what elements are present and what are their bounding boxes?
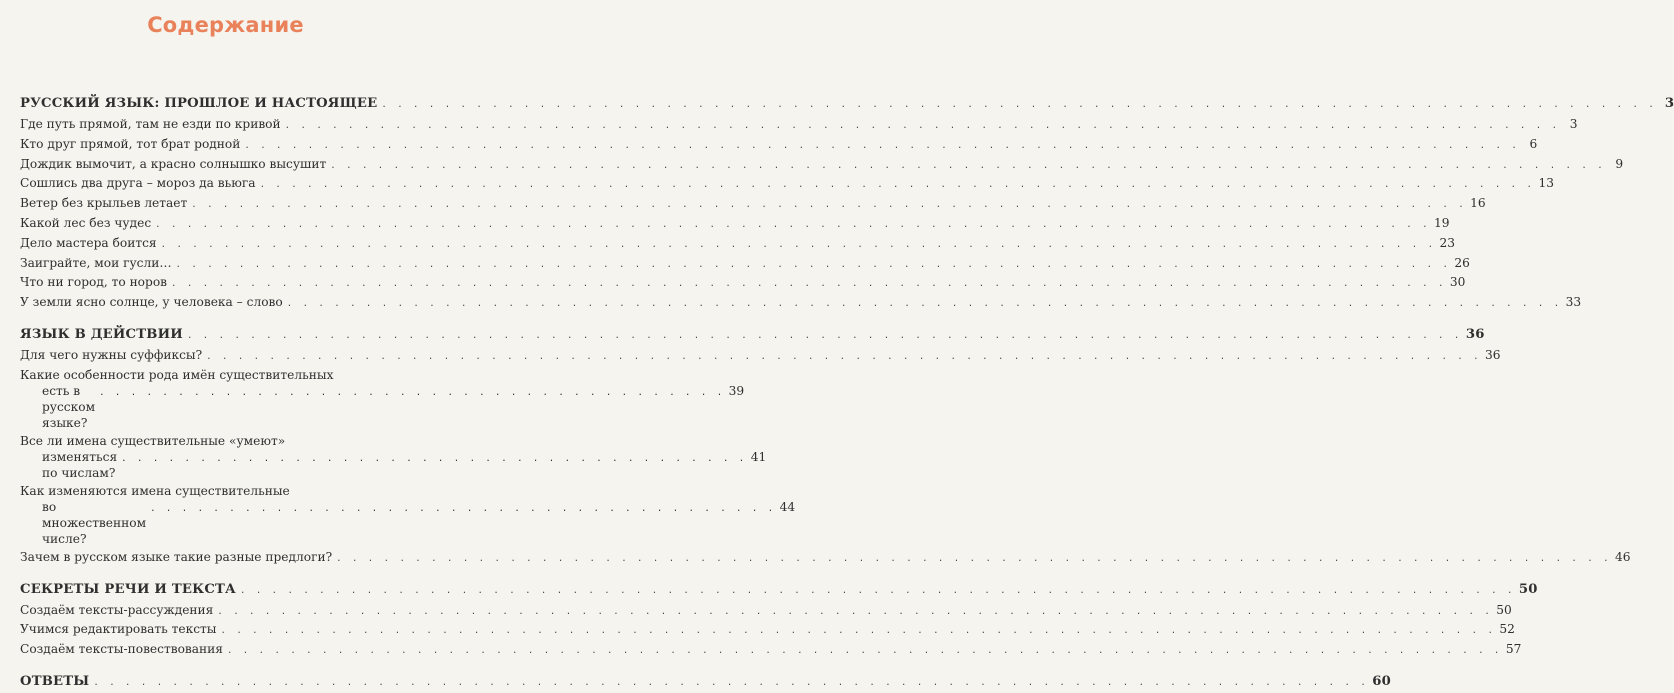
toc-heading-page: 60	[1372, 673, 1391, 689]
toc-heading[interactable]	[20, 325, 1485, 346]
toc-item-label-line2: есть в русском языке?	[42, 383, 96, 430]
toc-item-page: 3	[1569, 117, 1578, 131]
toc-item-label: Заиграйте, мои гусли…	[20, 255, 172, 270]
toc-item-label-line1: Какие особенности рода имён существительных	[20, 367, 334, 382]
toc-item-page: 30	[1449, 275, 1466, 290]
toc-item-label: Какой лес без чудес	[20, 215, 152, 230]
dot-leader: . . . . . . . . . . . . . . . . . . . . . . . . . . . . . . . . . . . . . . . .	[121, 453, 747, 464]
toc-item[interactable]	[20, 433, 767, 481]
toc-item-page: 19	[1434, 215, 1450, 230]
toc-item-label: Сошлись два друга – мороз да вьюга	[20, 176, 256, 191]
dot-leader	[336, 551, 1611, 569]
toc-heading[interactable]	[20, 580, 1538, 601]
toc-section-2	[20, 325, 1631, 569]
dot-leader	[260, 177, 1535, 195]
toc-section-4	[20, 672, 1391, 693]
toc-item-page: 39	[728, 383, 745, 398]
toc-heading-page: 36	[1465, 326, 1485, 342]
dot-leader: . . . . . . . . . . . . . . . . . . . . . . . . . . . . . . . . . . . . . . . .	[99, 387, 725, 398]
dot-leader	[187, 327, 1462, 346]
toc-item-page: 46	[1615, 549, 1631, 564]
toc-item-page: 33	[1565, 295, 1582, 310]
toc-item-label-line2: во множественном числе?	[42, 499, 147, 546]
dot-leader	[161, 237, 1436, 255]
toc-item-page: 44	[779, 499, 796, 514]
page-title: Содержание	[147, 13, 304, 37]
toc-item[interactable]	[20, 195, 1486, 215]
toc-item-page: 23	[1439, 235, 1455, 250]
toc-item-page: 16	[1470, 196, 1486, 211]
toc-item-label: У земли ясно солнце, у человека – слово	[20, 295, 283, 310]
toc-item[interactable]	[20, 274, 1466, 294]
toc-item-page: 41	[750, 449, 767, 464]
toc-item-label: Дождик вымочит, а красно солнышко высушит	[20, 156, 327, 171]
dot-leader	[285, 118, 1560, 136]
toc-heading-label: СЕКРЕТЫ РЕЧИ И ТЕКСТА	[20, 581, 236, 597]
toc-section-1	[20, 94, 1674, 314]
dot-leader	[381, 96, 1656, 115]
toc-item-label: Где путь прямой, там не езди по кривой	[20, 117, 281, 131]
dot-leader	[330, 158, 1605, 176]
toc-heading-page: 50	[1518, 581, 1538, 597]
toc-item[interactable]	[20, 255, 1470, 275]
toc-item-page: 57	[1505, 642, 1522, 657]
dot-leader	[155, 217, 1430, 235]
toc-item-label-line1: Все ли имена существительные «умеют»	[20, 433, 286, 448]
toc-item[interactable]	[20, 116, 1578, 136]
toc-item[interactable]	[20, 602, 1512, 622]
toc-item-page: 36	[1485, 347, 1501, 362]
toc-item-label: Создаём тексты-рассуждения	[20, 602, 214, 617]
toc-item-page: 13	[1538, 176, 1554, 191]
dot-leader	[287, 296, 1562, 314]
toc-heading-page: 3	[1664, 96, 1674, 111]
toc-item-label: Дело мастера боится	[20, 235, 157, 250]
toc-item-page: 9	[1615, 156, 1624, 171]
toc-item-label: Кто друг прямой, тот брат родной	[20, 136, 241, 151]
dot-leader	[171, 276, 1446, 294]
toc-item-label: Зачем в русском языке такие разные предлоги?	[20, 549, 333, 564]
toc-item[interactable]	[20, 367, 745, 431]
toc-item-label: Учимся редактировать тексты	[20, 622, 217, 637]
toc-item[interactable]	[20, 483, 796, 547]
dot-leader	[220, 623, 1495, 641]
toc-item[interactable]	[20, 215, 1450, 235]
toc-item[interactable]	[20, 136, 1538, 156]
toc-item[interactable]	[20, 235, 1455, 255]
toc-item[interactable]	[20, 621, 1515, 641]
toc-item-label: Ветер без крыльев летает	[20, 196, 188, 211]
toc-heading-label: ОТВЕТЫ	[20, 673, 90, 689]
toc-item-page: 52	[1499, 622, 1515, 637]
toc-item-label-line1: Как изменяются имена существительные	[20, 483, 290, 498]
dot-leader	[244, 138, 1519, 156]
dot-leader	[93, 674, 1368, 693]
toc-item[interactable]	[20, 347, 1501, 367]
toc-item[interactable]	[20, 175, 1554, 195]
toc-item-page: 26	[1454, 255, 1470, 270]
toc-heading[interactable]	[20, 672, 1391, 693]
toc-item[interactable]	[20, 549, 1631, 569]
dot-leader	[206, 349, 1481, 367]
toc-heading-label: ЯЗЫК В ДЕЙСТВИИ	[20, 326, 183, 342]
dot-leader	[176, 257, 1451, 275]
dot-leader	[240, 582, 1515, 601]
dot-leader	[227, 643, 1502, 661]
toc-item-label: Что ни город, то норов	[20, 275, 168, 290]
toc-heading-label: РУССКИЙ ЯЗЫК: ПРОШЛОЕ И НАСТОЯЩЕЕ	[20, 96, 378, 111]
toc-item[interactable]	[20, 156, 1624, 176]
toc-item-page: 50	[1496, 602, 1512, 617]
toc-section-3	[20, 580, 1538, 661]
toc-item-page: 6	[1529, 136, 1538, 151]
toc-item[interactable]	[20, 294, 1582, 314]
dot-leader	[217, 604, 1492, 622]
dot-leader	[191, 197, 1466, 215]
toc-item[interactable]	[20, 641, 1522, 661]
toc-item-label: Для чего нужны суффиксы?	[20, 347, 203, 362]
toc-item-label: Создаём тексты-повествования	[20, 642, 223, 657]
toc-item-label-line2: изменяться по числам?	[42, 449, 118, 480]
toc-heading[interactable]	[20, 94, 1674, 115]
dot-leader: . . . . . . . . . . . . . . . . . . . . . . . . . . . . . . . . . . . . . . . .	[150, 503, 776, 514]
